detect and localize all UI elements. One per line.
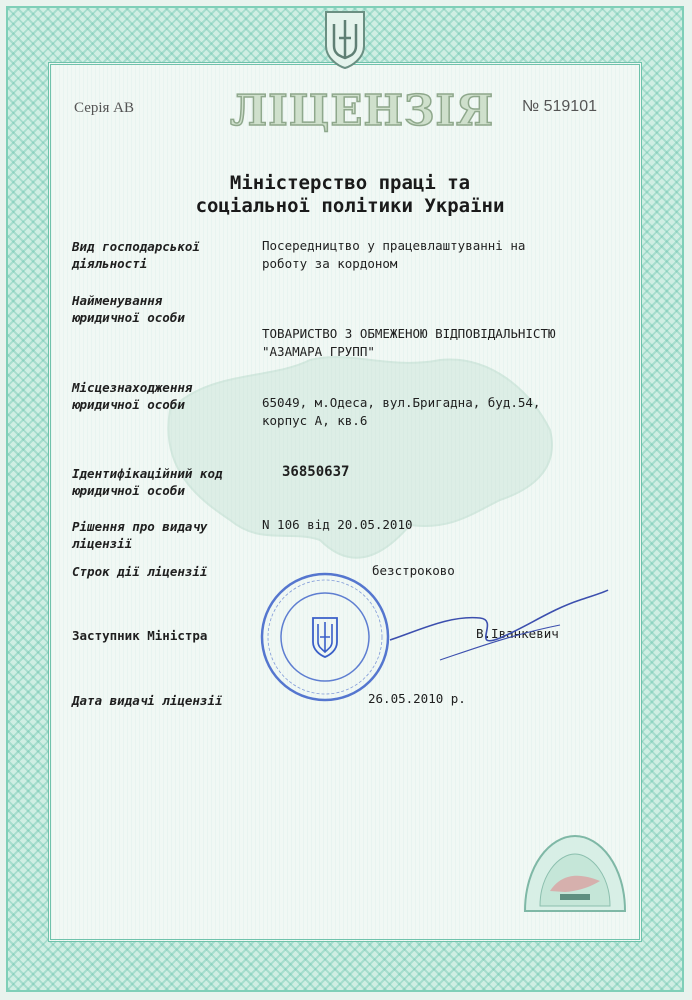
activity-value-line-2: роботу за кордоном — [262, 256, 398, 271]
issuer-line-1: Міністерство праці та — [229, 172, 471, 194]
entity-name-value-line-2: "АЗАМАРА ГРУПП" — [262, 344, 375, 359]
decision-label-line-1: Рішення про видачу — [72, 519, 208, 534]
location-label-line-2: юридичної особи — [72, 397, 185, 412]
location-value — [262, 394, 540, 430]
issue-date-label: Дата видачі ліцензії — [72, 693, 223, 708]
id-code-value: 36850637 — [282, 464, 350, 480]
location-label — [72, 379, 192, 413]
handwritten-signature — [380, 580, 610, 670]
official-stamp — [258, 570, 392, 704]
activity-value — [262, 237, 525, 273]
decision-label — [72, 518, 207, 552]
license-number: № 519101 — [522, 98, 597, 115]
activity-label-line-2: діяльності — [72, 256, 148, 271]
signer-name: В.Іванкевич — [476, 626, 559, 641]
entity-name-value-line-1: ТОВАРИСТВО З ОБМЕЖЕНОЮ ВІДПОВІДАЛЬНІСТЮ — [262, 326, 556, 341]
issue-date-value: 26.05.2010 р. — [368, 691, 466, 706]
id-code-label-line-1: Ідентифікаційний код — [72, 466, 223, 481]
validity-label: Строк дії ліцензії — [72, 564, 208, 579]
id-code-label — [72, 465, 223, 499]
entity-name-label-line-1: Найменування — [72, 293, 163, 308]
entity-name-label — [72, 292, 185, 326]
decision-label-line-2: ліцензії — [72, 536, 133, 551]
entity-name-label-line-2: юридичної особи — [72, 310, 185, 325]
hologram-emblem-icon — [520, 826, 630, 916]
location-value-line-1: 65049, м.Одеса, вул.Бригадна, буд.54, — [262, 395, 541, 410]
location-label-line-1: Місцезнаходження — [72, 380, 193, 395]
decision-value: N 106 від 20.05.2010 — [262, 517, 413, 532]
validity-value: безстроково — [372, 563, 455, 578]
activity-value-line-1: Посередництво у працевлаштуванні на — [262, 238, 526, 253]
location-value-line-2: корпус А, кв.6 — [262, 413, 368, 428]
signer-label: Заступник Міністра — [72, 628, 208, 643]
issuer-line-2: соціальної політики України — [195, 195, 505, 217]
id-code-label-line-2: юридичної особи — [72, 483, 185, 498]
issuing-authority — [120, 172, 580, 218]
activity-label-line-1: Вид господарської — [72, 239, 200, 254]
trident-emblem-icon — [322, 10, 368, 70]
ukraine-map-watermark — [150, 330, 570, 590]
activity-label — [72, 238, 200, 272]
license-title: ЛІЦЕНЗІЯ — [230, 86, 495, 135]
series-label: Серія АВ — [74, 100, 134, 116]
entity-name-value — [262, 325, 556, 361]
